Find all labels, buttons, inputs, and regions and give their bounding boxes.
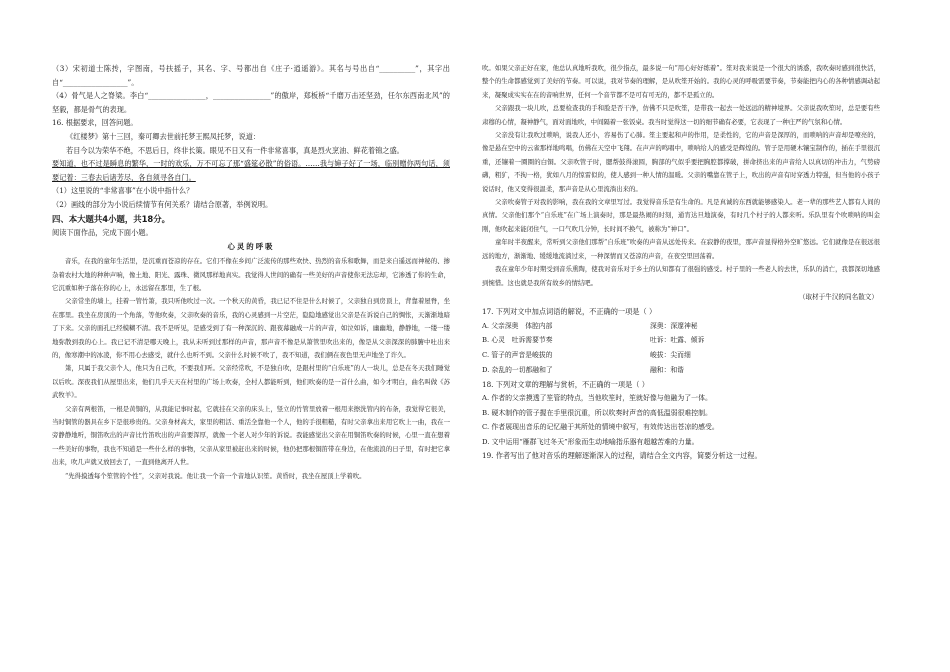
option-explanation: 吐诉：吐露、倾诉 xyxy=(650,336,705,345)
question-17: 17. 下列对文中加点词语的解说，不正确的一项是（ ） xyxy=(482,306,657,316)
option-text: D. 杂乱的一切都融和了 xyxy=(482,365,553,374)
essay-paragraph: 父亲常坐的墙上，挂着一管竹箫，我只听他吹过一次。一个秋天的黄昏，我已记不住是什么时候了，父亲独自到房顶上，背靠着屋脊，坐在那里。我坐在房顶的一个角落，等他吹奏，父亲吹奏的音乐，我的心灵感到一片空茫，隐隐地感觉出父亲是在诉说自己的惆怅，天渐渐地暗了下来。父亲的面孔已经模糊不清。我不是听见，是感受到了有一种深沉的、跟夜幕融成一片的声音，如泣如诉，幽幽地，静静地，一缕一缕地弥散到我的心上。我已记不清是哪天晚上，我从未听到过那样的声音，那声音不像是从箫管里吹出来的，像是从父亲深深的肺腑中吐出来的，像寒潮中的冰凌，你不用心去感受，就什么也听不到。父亲什么时候不吹了，我不知道，我们俩在夜色里无声地坐了许久。 xyxy=(52,297,450,359)
option-text: A. 父亲深奥 体腔内部 xyxy=(482,321,553,330)
q18-option-d: D. 文中运用“雁群飞过冬天”形象而生动地喻指乐器有超越苦难的力量。 xyxy=(482,437,699,446)
essay-paragraph: 父亲有两根笛，一根是黄铜的，从我能记事时起，它就挂在父亲的床头上，竖立的竹管里放着一根用来擦洗管内的布条，我觉得它很美，当时铜管的器具在乡下是很珍贵的。父亲身材高大，家里的粗活、重活全靠他一个人，他的手很粗糙，有时父亲拿出来用它吹上一曲，我在一旁静静地听，铜笛吹出的声音比竹笛吹出的声音要浑厚，就像一个老人对少年的诉说。我能感觉出父亲在用铜笛吹奏的时候，心里一直在想着一些美好的事物，我也不知道是一些什么样的事物，父亲从家里被赶出来的时候，他仍把那根铜笛带在身边，在他流浪的日子里，有时把它拿出来，吹几声就又放回去了，一直到他离开人世。 xyxy=(52,404,450,467)
q18-option-a: A. 作者的父亲摸透了笙管的特点，当他吹笙时，笙就好像与他融为了一体。 xyxy=(482,394,712,403)
q17-option-d xyxy=(482,363,880,378)
subquestion-2: （2）画线的部分为小说后续情节有何关系？请结合原著，举例说明。 xyxy=(52,199,273,209)
essay-paragraph: “先得摸透每个笙管的个性”，父亲对我说。他让我一个音一个音地认识笙。黄昏时，我坐在屋顶上学着吹。 xyxy=(65,471,366,480)
passage-underlined: 要知道，也不过是瞬息的繁华，一时的欢乐，万不可忘了那“盛筵必散”的俗语。……我与婶子好了一场，临别赠你两句话，须要记着：三春去后诸芳尽，各自须寻各自门。 xyxy=(52,159,450,182)
q17-option-c xyxy=(482,348,880,363)
q17-option-a xyxy=(482,319,880,334)
q18-option-b: B. 硬木制作的管子握在手里很沉重，所以吹奏时声音的高低温弱很难控制。 xyxy=(482,408,712,417)
essay-paragraph: 我在童年少年时期受到音乐熏陶，使我对音乐对于乡土的认知都有了很强的感受。村子里的一些老人的去世，乐队的消亡，我都深切地感到惋惜。这也就是我所有故乡的情结吧。 xyxy=(482,265,880,287)
option-explanation: 融和：和谐 xyxy=(650,365,684,374)
question-16: 16. 根据要求，回答问题。 xyxy=(52,118,138,128)
essay-paragraph: 父亲没有让我吹过唢呐，说我人还小，容易伤了心肺。笙主要起和声的作用，是柔性的，它的声音是深厚的，而唢呐的声音却是嘹亮的，像是悬在空中的云雀那样地鸣唱，仿佛在天空中飞翔。在声声的鸣唱中，唢呐给人的感受是辉煌的。管子是用硬木镶宝制作的，插在手里很沉重，还镶着一圈圈的白铜。父亲吹管子时，腮帮鼓得滚圆，胸部的气似乎要把胸腔都撑破，拼命挤出来的声音给人以真切的冲击力，气势磅礴，粗犷，不拘一格，犹如八月的惊雷似的，使人感到一种人情的温暖。父亲的嘴靠在管子上，吹出的声音有时穿透力特强，但当他的小孩子说话时，他又变得很温柔，那声音是从心里流淌出来的。 xyxy=(482,131,880,193)
essay-paragraph: 父亲吹奏管子对我的影响，我在我的文章里写过。我觉得音乐是有生命的。凡是真诚的东西就能够感染人。老一辈的那些艺人都有人间的真情。父亲他们那个“自乐班”在广场上演奏时，那是最热闹的时刻，通宵达旦地演奏，有时几个村子的人都来听。乐队里有个吹唢呐的叫金刚，他吹起来能闭住气，一口气吹几分钟，长时间不换气，被称为“神口”。 xyxy=(482,198,880,233)
q17-option-b xyxy=(482,333,880,348)
section-instruction: 阅读下面作品，完成下面小题。 xyxy=(52,227,153,237)
subquestion-1: （1）这里说的“非常喜事”在小说中指什么？ xyxy=(52,186,194,196)
passage-intro: 《红楼梦》第十三回，秦可卿去世前托梦王熙凤托梦，说道： xyxy=(66,131,261,141)
section-title: 四、本大题共4小题，共18分。 xyxy=(52,213,170,224)
q18-option-c: C. 作者展现出音乐的记忆融于其所处的情境中叙写，有效传达出苍凉的感受。 xyxy=(482,423,719,432)
question-19: 19. 作者写出了他对音乐的理解逐渐深入的过程，请结合全文内容，简要分析这一过程。 xyxy=(482,450,762,460)
essay-paragraph: 箫，只属于我父亲个人，他只为自己吹，不要我们听。父亲经常吹，不是独自吹，是跟村里的“自乐班”的人一块儿，总是在冬天我们睡觉以后吹。深夜我们从屋里出来，他们几乎天天在村里的广场上吹奏，全村人都能听到，他们吹奏的是一首什么曲，如今才明白，曲名叫做《苏武牧羊》。 xyxy=(52,364,450,400)
right-column xyxy=(482,62,880,463)
essay-title: 心灵的呼吸 xyxy=(227,242,275,252)
option-explanation: 深奥：深邃神秘 xyxy=(650,321,698,330)
essay-paragraph: 音乐，在我的童年生活里，是沉重而苍凉的存在。它们不像在乡间广泛流传的那些欢快、热烈的音乐和歌舞，而是来自遥远而神秘的、掺杂着农村大地的种种声响，像土地、阳光、露珠、微风那样地真实。我觉得人世间的确有一些美好的声音使你无法忘却，它渗透了你的生命，它沉重如种子落在你的心上，永远留在那里，生了根。 xyxy=(52,257,450,292)
question-15-4: （4）骨气是人之脊梁。李白“________________，________________”的傲岸，郑板桥“千磨万击还坚劲，任尔东西南北风”的坚毅，都是骨气的表现。 xyxy=(52,91,450,114)
question-15-3: （3）宋初道士陈抟，字图南，号扶摇子，其名、字、号都出自《庄子·逍遥游》。其名与号出自“__________”，其字出自“__________________”。 xyxy=(52,64,450,87)
passage-quote: 若目今以为荣华不绝，不思后日，终非长策。眼见不日又有一件非常喜事，真是烈火烹油、鲜花着锦之盛。 xyxy=(66,145,404,155)
essay-paragraph: 吹。如果父亲正好在家，他总认真地听我吹，很少指点，最多说一句“用心好好练着”。笙对我来说是一个很大的诱惑，我吹奏时感到很快活，整个的生命都感觉到了美好的节奏。可以说，我对节奏的理解，是从吹笙开始的。我的心灵的呼吸需要节奏，节奏能把内心的各种情感调动起来，凝聚成实实在在的音响世界，任何一个音节都不是可有可无的，都不是孤立的。 xyxy=(482,64,880,99)
source-citation: （取材于牛汉的同名散文） xyxy=(798,292,878,301)
essay-paragraph: 父亲跟我一块儿吹，总要检查我的手和脸是否干净，仿佛不只是吹笙，是带我一起去一处远远的精神境界。父亲说我吹笙时，总是要有些肃穆的心情，凝神静气，面对面地吹，中间隔着一张饭桌。我当时觉得这一切的细节确有必要，它表现了一种庄严的气氛和心情。 xyxy=(482,104,880,126)
essay-paragraph: 童年时半夜醒来，常听到父亲他们那帮“自乐班”吹奏的声音从远处传来。在寂静的夜里，那声音显得格外空旷悠远。它们就像是在很远很远的地方，渐渐地、缓缓地流淌过来，一种深情而又苍凉的声音，在夜空里回荡着。 xyxy=(482,238,880,260)
option-explanation: 峻拔：尖而细 xyxy=(650,351,691,360)
option-text: B. 心灵 吐诉需要节奏 xyxy=(482,336,553,345)
option-text: C. 管子的声音是峻拔的 xyxy=(482,351,553,360)
question-18: 18. 下列对文章的理解与赏析，不正确的一项是（ ） xyxy=(482,379,649,389)
left-column xyxy=(52,62,450,483)
